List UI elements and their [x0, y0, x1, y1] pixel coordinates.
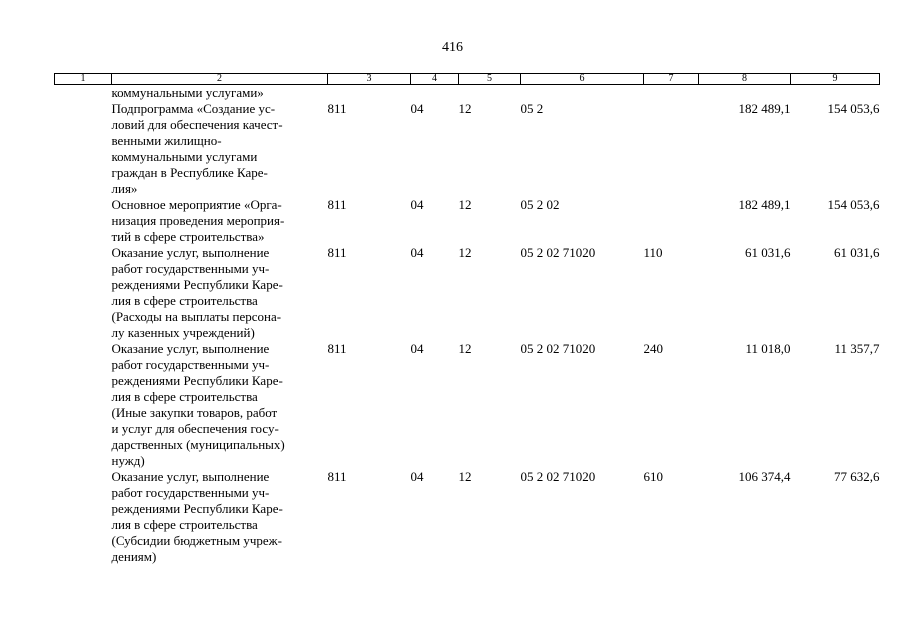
table-row — [55, 341, 880, 469]
cell-code-6: 05 2 02 71020 — [520, 341, 596, 356]
column-header-2: 2 — [112, 74, 328, 85]
cell-code-7: 610 — [643, 469, 663, 484]
row-name: Оказание услуг, выполнение работ государственными уч- реждениями Республики Каре- лия в сфере строительства (Расходы на выплаты персона- лу казенных учреждений) — [111, 245, 283, 340]
cell-col1 — [55, 101, 112, 197]
cell-code-6: 05 2 02 — [520, 197, 560, 212]
cell-code-7 — [644, 101, 699, 197]
cell-amount-8: 106 374,4 — [738, 469, 791, 484]
cell-code-6: 05 2 02 71020 — [520, 469, 596, 484]
cell-code-7: 110 — [643, 245, 663, 260]
cell-amount-9: 61 031,6 — [834, 245, 880, 260]
cell-amount-8: 182 489,1 — [738, 101, 791, 116]
cell-code-7: 240 — [643, 341, 663, 356]
cell-code-3: 811 — [327, 101, 347, 116]
column-header-3: 3 — [328, 74, 411, 85]
row-name: Подпрограмма «Создание ус- ловий для обеспечения качест- венными жилищно- коммунальными услугами граждан в Республике Каре- лия» — [111, 101, 283, 196]
cell-code-4: 04 — [410, 245, 424, 260]
column-header-9: 9 — [791, 74, 880, 85]
cell-amount-9: 154 053,6 — [827, 101, 880, 116]
cell-code-5: 12 — [458, 197, 472, 212]
row-name: Оказание услуг, выполнение работ государственными уч- реждениями Республики Каре- лия в сфере строительства (Иные закупки товаров, работ и услуг для обеспечения госу- дарственных (муниципальных) нужд) — [111, 341, 285, 468]
column-header-8: 8 — [699, 74, 791, 85]
cell-code-5: 12 — [458, 469, 472, 484]
column-header-1: 1 — [55, 74, 112, 85]
column-header-5: 5 — [459, 74, 521, 85]
cell-amount-8: 182 489,1 — [738, 197, 791, 212]
budget-table — [54, 73, 880, 565]
cell-col1 — [55, 469, 112, 565]
cell-code-4: 04 — [410, 469, 424, 484]
cell-code-4: 04 — [410, 341, 424, 356]
row-name: Основное мероприятие «Орга- низация проведения мероприя- тий в сфере строительства» — [111, 197, 285, 244]
cell-amount-9: 11 357,7 — [834, 341, 880, 356]
continuation-text: коммунальными услугами» — [111, 85, 264, 100]
cell-code-4: 04 — [410, 197, 424, 212]
cell-code-3: 811 — [327, 245, 347, 260]
row-name: Оказание услуг, выполнение работ государственными уч- реждениями Республики Каре- лия в сфере строительства (Субсидии бюджетным учреж- дениям) — [111, 469, 283, 564]
cell-amount-8: 61 031,6 — [745, 245, 791, 260]
cell-code-5: 12 — [458, 101, 472, 116]
continuation-row — [55, 85, 880, 102]
cell-amount-9: 154 053,6 — [827, 197, 880, 212]
table-body — [55, 85, 880, 566]
table-row — [55, 197, 880, 245]
table-row — [55, 245, 880, 341]
cell-code-6: 05 2 02 71020 — [520, 245, 596, 260]
cell-amount-9: 77 632,6 — [834, 469, 880, 484]
cell-code-6: 05 2 — [520, 101, 544, 116]
cell-code-7 — [644, 197, 699, 245]
column-header-4: 4 — [411, 74, 459, 85]
cell-col1 — [55, 245, 112, 341]
page-number: 416 — [442, 40, 463, 55]
table-header — [55, 74, 880, 85]
cell-col1 — [55, 341, 112, 469]
cell-code-3: 811 — [327, 469, 347, 484]
cell-code-4: 04 — [410, 101, 424, 116]
cell-col1 — [55, 197, 112, 245]
cell-code-5: 12 — [458, 245, 472, 260]
cell-code-3: 811 — [327, 197, 347, 212]
table-row — [55, 469, 880, 565]
cell-code-3: 811 — [327, 341, 347, 356]
cell-amount-8: 11 018,0 — [745, 341, 791, 356]
column-header-7: 7 — [644, 74, 699, 85]
column-header-6: 6 — [521, 74, 644, 85]
table-row — [55, 101, 880, 197]
cell-code-5: 12 — [458, 341, 472, 356]
